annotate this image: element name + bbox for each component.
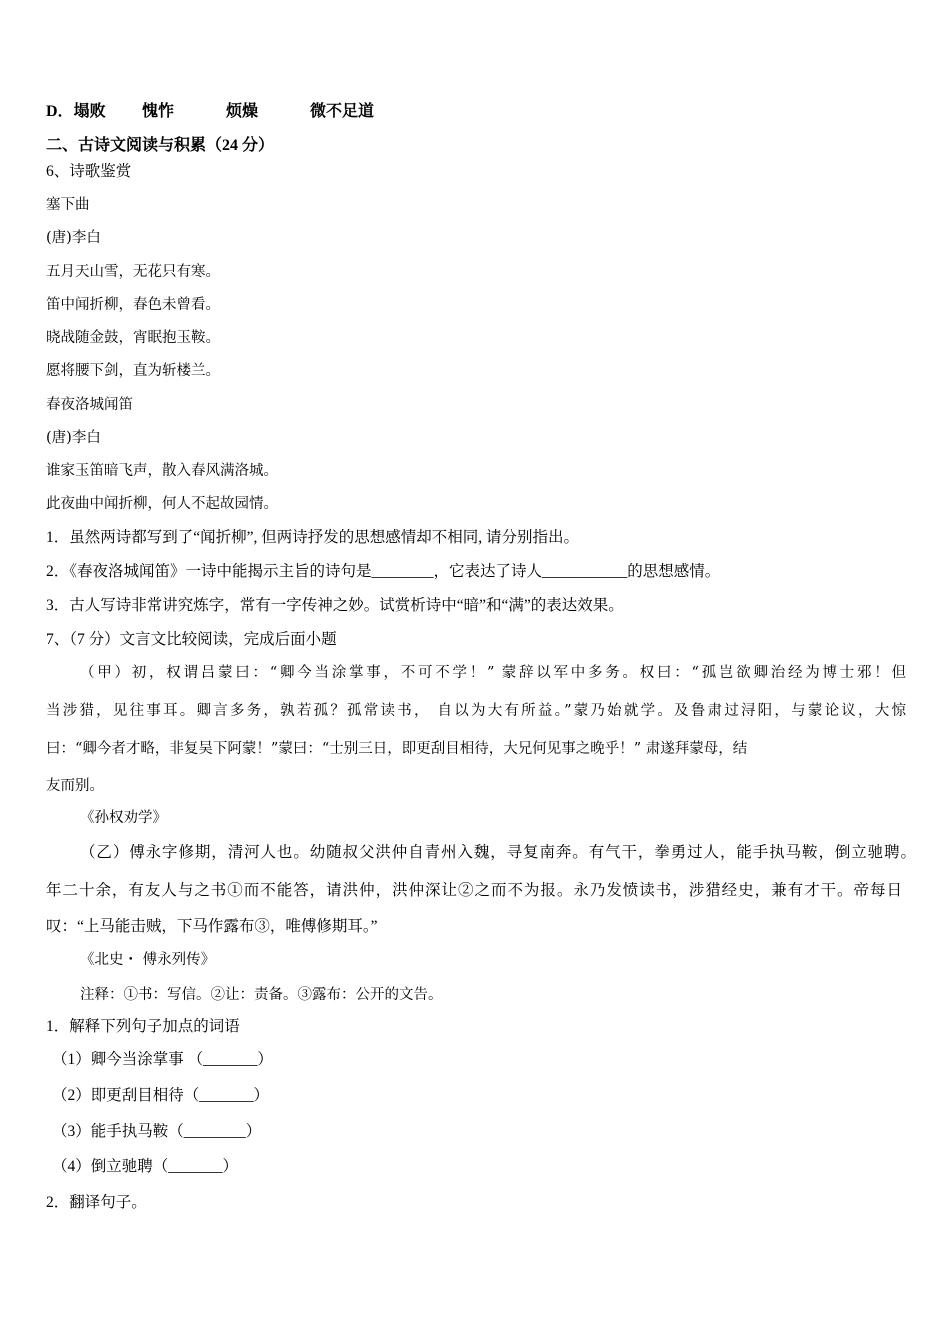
poem1-author: (唐)李白 xyxy=(46,230,101,246)
section-2-heading: 二、古诗文阅读与积累（24 分） xyxy=(46,137,275,154)
poem1-title: 塞下曲 xyxy=(46,197,90,213)
poem1-line: 五月天山雪，无花只有寒。 xyxy=(46,264,220,280)
option-d-word-1: 塌败 xyxy=(73,103,106,120)
q7-sub1-item: （3）能手执马鞍（________） xyxy=(52,1123,262,1140)
q7-sub1-item: （2）即更刮目相待（_______） xyxy=(52,1087,270,1104)
jia-paragraph-line: 当涉猎，见往事耳。卿言多务，孰若孤？孤常读书， 自以为大有所益。”蒙乃始就学。及鲁肃过浔阳，与蒙论议，大惊 xyxy=(46,703,906,719)
option-d-label: D． xyxy=(46,103,74,120)
q7-sub1-item: （4）倒立驰聘（_______） xyxy=(52,1158,239,1175)
option-d-word-3: 烦燥 xyxy=(226,103,259,120)
jia-paragraph-line: 曰：“卿今者才略，非复吴下阿蒙！”蒙曰：“士别三日，即更刮目相待，大兄何见事之晚乎！” 肃遂拜蒙母，结 xyxy=(46,741,748,757)
poem2-line: 此夜曲中闻折柳，何人不起故园情。 xyxy=(46,496,278,512)
poem2-title: 春夜洛城闻笛 xyxy=(46,397,133,413)
q7-sub2-title: 2．翻译句子。 xyxy=(46,1194,147,1211)
q7-sub1-title: 1．解释下列句子加点的词语 xyxy=(46,1018,240,1035)
poem2-author: (唐)李白 xyxy=(46,430,101,446)
poem1-line: 愿将腰下剑，直为斩楼兰。 xyxy=(46,363,220,379)
yi-paragraph-line: 年二十余，有友人与之书①而不能答，请洪仲，洪仲深让②之而不为报。永乃发愤读书，涉猎经史，兼有才干。帝每日 xyxy=(46,882,902,899)
q7-sub1-item: （1）卿今当涂掌事 （_______） xyxy=(52,1051,273,1068)
q7-title: 7、（7 分）文言文比较阅读，完成后面小题 xyxy=(46,631,337,648)
document-page xyxy=(46,0,916,1344)
jia-paragraph-line: （甲）初，权谓吕蒙曰：“卿今当涂掌事，不可不学！” 蒙辞以军中多务。权曰：“孤岂欲卿治经为博士邪！但 xyxy=(80,665,906,681)
jia-source: 《孙权劝学》 xyxy=(80,810,167,826)
yi-paragraph-line: （乙）傅永字修期，清河人也。幼随叔父洪仲自青州入魏，寻复南奔。有气干，拳勇过人，能手执马鞍，倒立驰聘。 xyxy=(80,844,916,861)
q6-question-3: 3．古人写诗非常讲究炼字，常有一字传神之妙。试赏析诗中“暗”和“满”的表达效果。 xyxy=(46,597,624,614)
yi-source: 《北史・ 傅永列传》 xyxy=(80,952,216,968)
option-d-word-2: 愧怍 xyxy=(142,103,175,120)
annotation-note: 注释：①书：写信。②让：责备。③露布：公开的文告。 xyxy=(80,987,443,1003)
poem1-line: 笛中闻折柳，春色未曾看。 xyxy=(46,297,220,313)
jia-paragraph-line: 友而别。 xyxy=(46,778,104,794)
q6-question-1: 1．虽然两诗都写到了“闻折柳”, 但两诗抒发的思想感情却不相同, 请分别指出。 xyxy=(46,529,580,546)
option-d-row xyxy=(46,102,430,122)
yi-paragraph-line: 叹：“上马能击贼，下马作露布③，唯傅修期耳。” xyxy=(46,918,378,935)
q6-title: 6、诗歌鉴赏 xyxy=(46,163,132,180)
poem2-line: 谁家玉笛暗飞声，散入春风满洛城。 xyxy=(46,463,278,479)
poem1-line: 晓战随金鼓，宵眠抱玉鞍。 xyxy=(46,330,220,346)
option-d-word-4: 微不足道 xyxy=(310,103,375,120)
q6-question-2: 2．《春夜洛城闻笛》一诗中能揭示主旨的诗句是________，它表达了诗人___________的思想感情。 xyxy=(46,563,721,580)
